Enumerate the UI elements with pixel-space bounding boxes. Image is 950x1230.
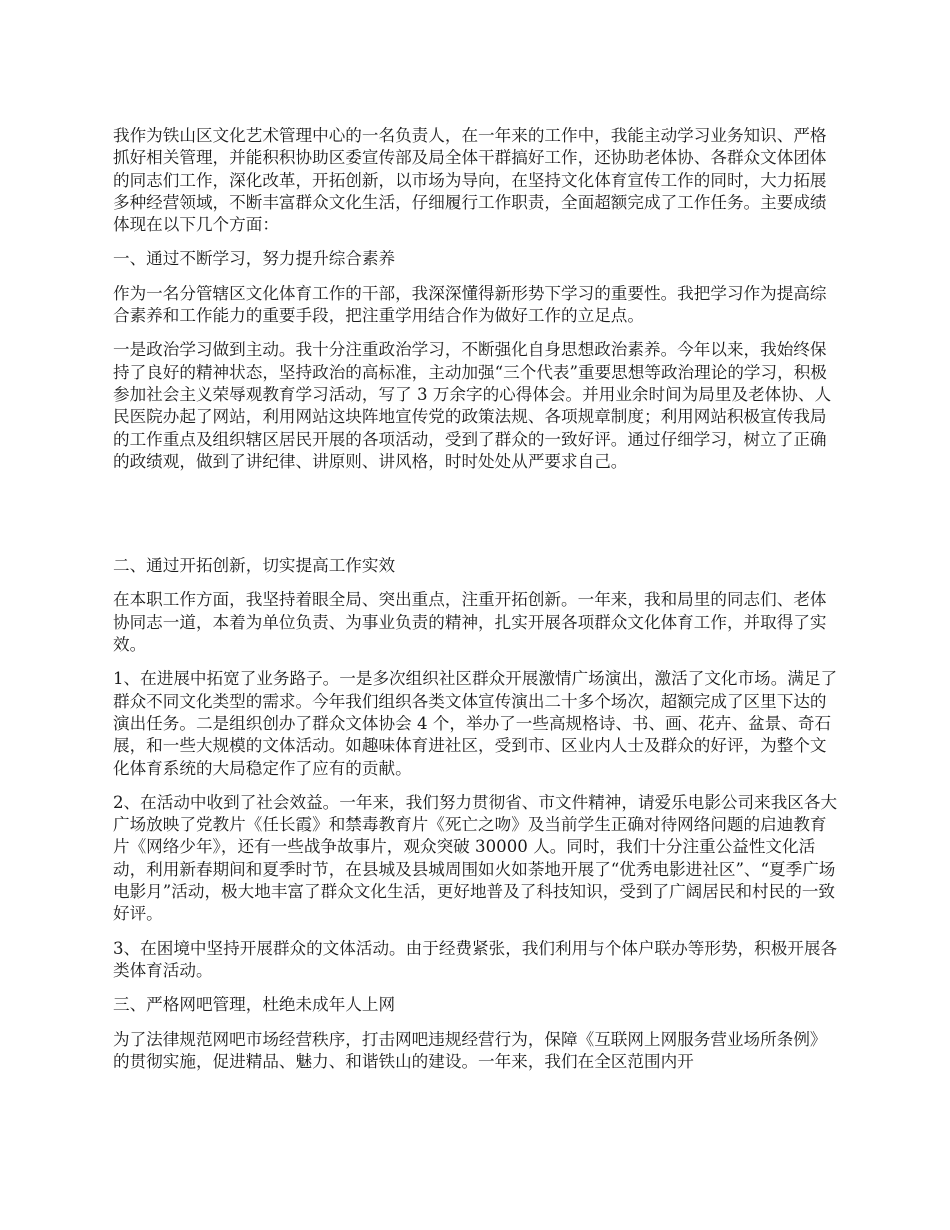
section-3-heading: 三、严格网吧管理，杜绝未成年人上网 <box>113 995 396 1015</box>
section-1-paragraph-1: 作为一名分管辖区文化体育工作的干部，我深深懂得新形势下学习的重要性。我把学习作为提高综合素养和工作能力的重要手段，把注重学用结合作为做好工作的立足点。 <box>113 283 827 326</box>
section-1-paragraph-2: 一是政治学习做到主动。我十分注重政治学习，不断强化自身思想政治素养。今年以来，我始终保持了良好的精神状态，坚持政治的高标准，主动加强“三个代表”重要思想等政治理论的学习，积极参加社会主义荣辱观教育学习活动，写了 3 万余字的心得体会。并用业余时间为局里及老体协、人民医院办起了网站，利用网站这块阵地宣传党的政策法规、各项规章制度；利用网站积极宣传我局的工作重点及组织辖区居民开展的各项活动，受到了群众的一致好评。通过仔细学习，树立了正确的政绩观，做到了讲纪律、讲原则、讲风格，时时处处从严要求自己。 <box>113 340 832 471</box>
section-2-heading: 二、通过开拓创新，切实提高工作实效 <box>113 556 396 576</box>
section-2-paragraph-1: 在本职工作方面，我坚持着眼全局、突出重点，注重开拓创新。一年来，我和局里的同志们、老体协同志一道，本着为单位负责、为事业负责的精神，扎实开展各项群众文化体育工作，并取得了实效。 <box>113 590 827 655</box>
document-page <box>113 125 843 1085</box>
section-2-paragraph-2: 1、在进展中拓宽了业务路子。一是多次组织社区群众开展激情广场演出，激活了文化市场。满足了群众不同文化类型的需求。今年我们组织各类文体宣传演出二十多个场次，超额完成了区里下达的演出任务。二是组织创办了群众文体协会 4 个，举办了一些高规格诗、书、画、花卉、盆景、奇石展，和一些大规模的文体活动。如趣味体育进社区，受到市、区业内人士及群众的好评，为整个文化体育系统的大局稳定作了应有的贡献。 <box>113 669 838 778</box>
page-break-gap <box>113 485 843 555</box>
section-3-paragraph-1: 为了法律规范网吧市场经营秩序，打击网吧违规经营行为，保障《互联网上网服务营业场所条例》的贯彻实施，促进精品、魅力、和谐铁山的建设。一年来，我们在全区范围内开 <box>113 1029 827 1071</box>
intro-paragraph: 我作为铁山区文化艺术管理中心的一名负责人，在一年来的工作中，我能主动学习业务知识、严格抓好相关管理，并能积积协助区委宣传部及局全体干群搞好工作，还协助老体协、各群众文体团体的同志们工作，深化改革，开拓创新，以市场为导向，在坚持文化体育宣传工作的同时，大力拓展多种经营领域，不断丰富群众文化生活，仔细履行工作职责，全面超额完成了工作任务。主要成绩体现在以下几个方面： <box>113 126 827 235</box>
section-2-paragraph-3: 2、在活动中收到了社会效益。一年来，我们努力贯彻省、市文件精神，请爱乐电影公司来我区各大广场放映了党教片《任长霞》和禁毒教育片《死亡之吻》及当前学生正确对待网络问题的启迪教育片《网络少年》，还有一些战争故事片，观众突破 30000 人。同时，我们十分注重公益性文化活动，利用新春期间和夏季时节，在县城及县城周围如火如荼地开展了“优秀电影进社区”、“夏季广场电影月”活动，极大地丰富了群众文化生活，更好地普及了科技知识，受到了广阔居民和村民的一致好评。 <box>113 792 838 924</box>
section-2-paragraph-4: 3、在困境中坚持开展群众的文体活动。由于经费紧张，我们利用与个体户联办等形势，积极开展各类体育活动。 <box>113 938 838 980</box>
section-1-heading: 一、通过不断学习，努力提升综合素养 <box>113 249 396 269</box>
